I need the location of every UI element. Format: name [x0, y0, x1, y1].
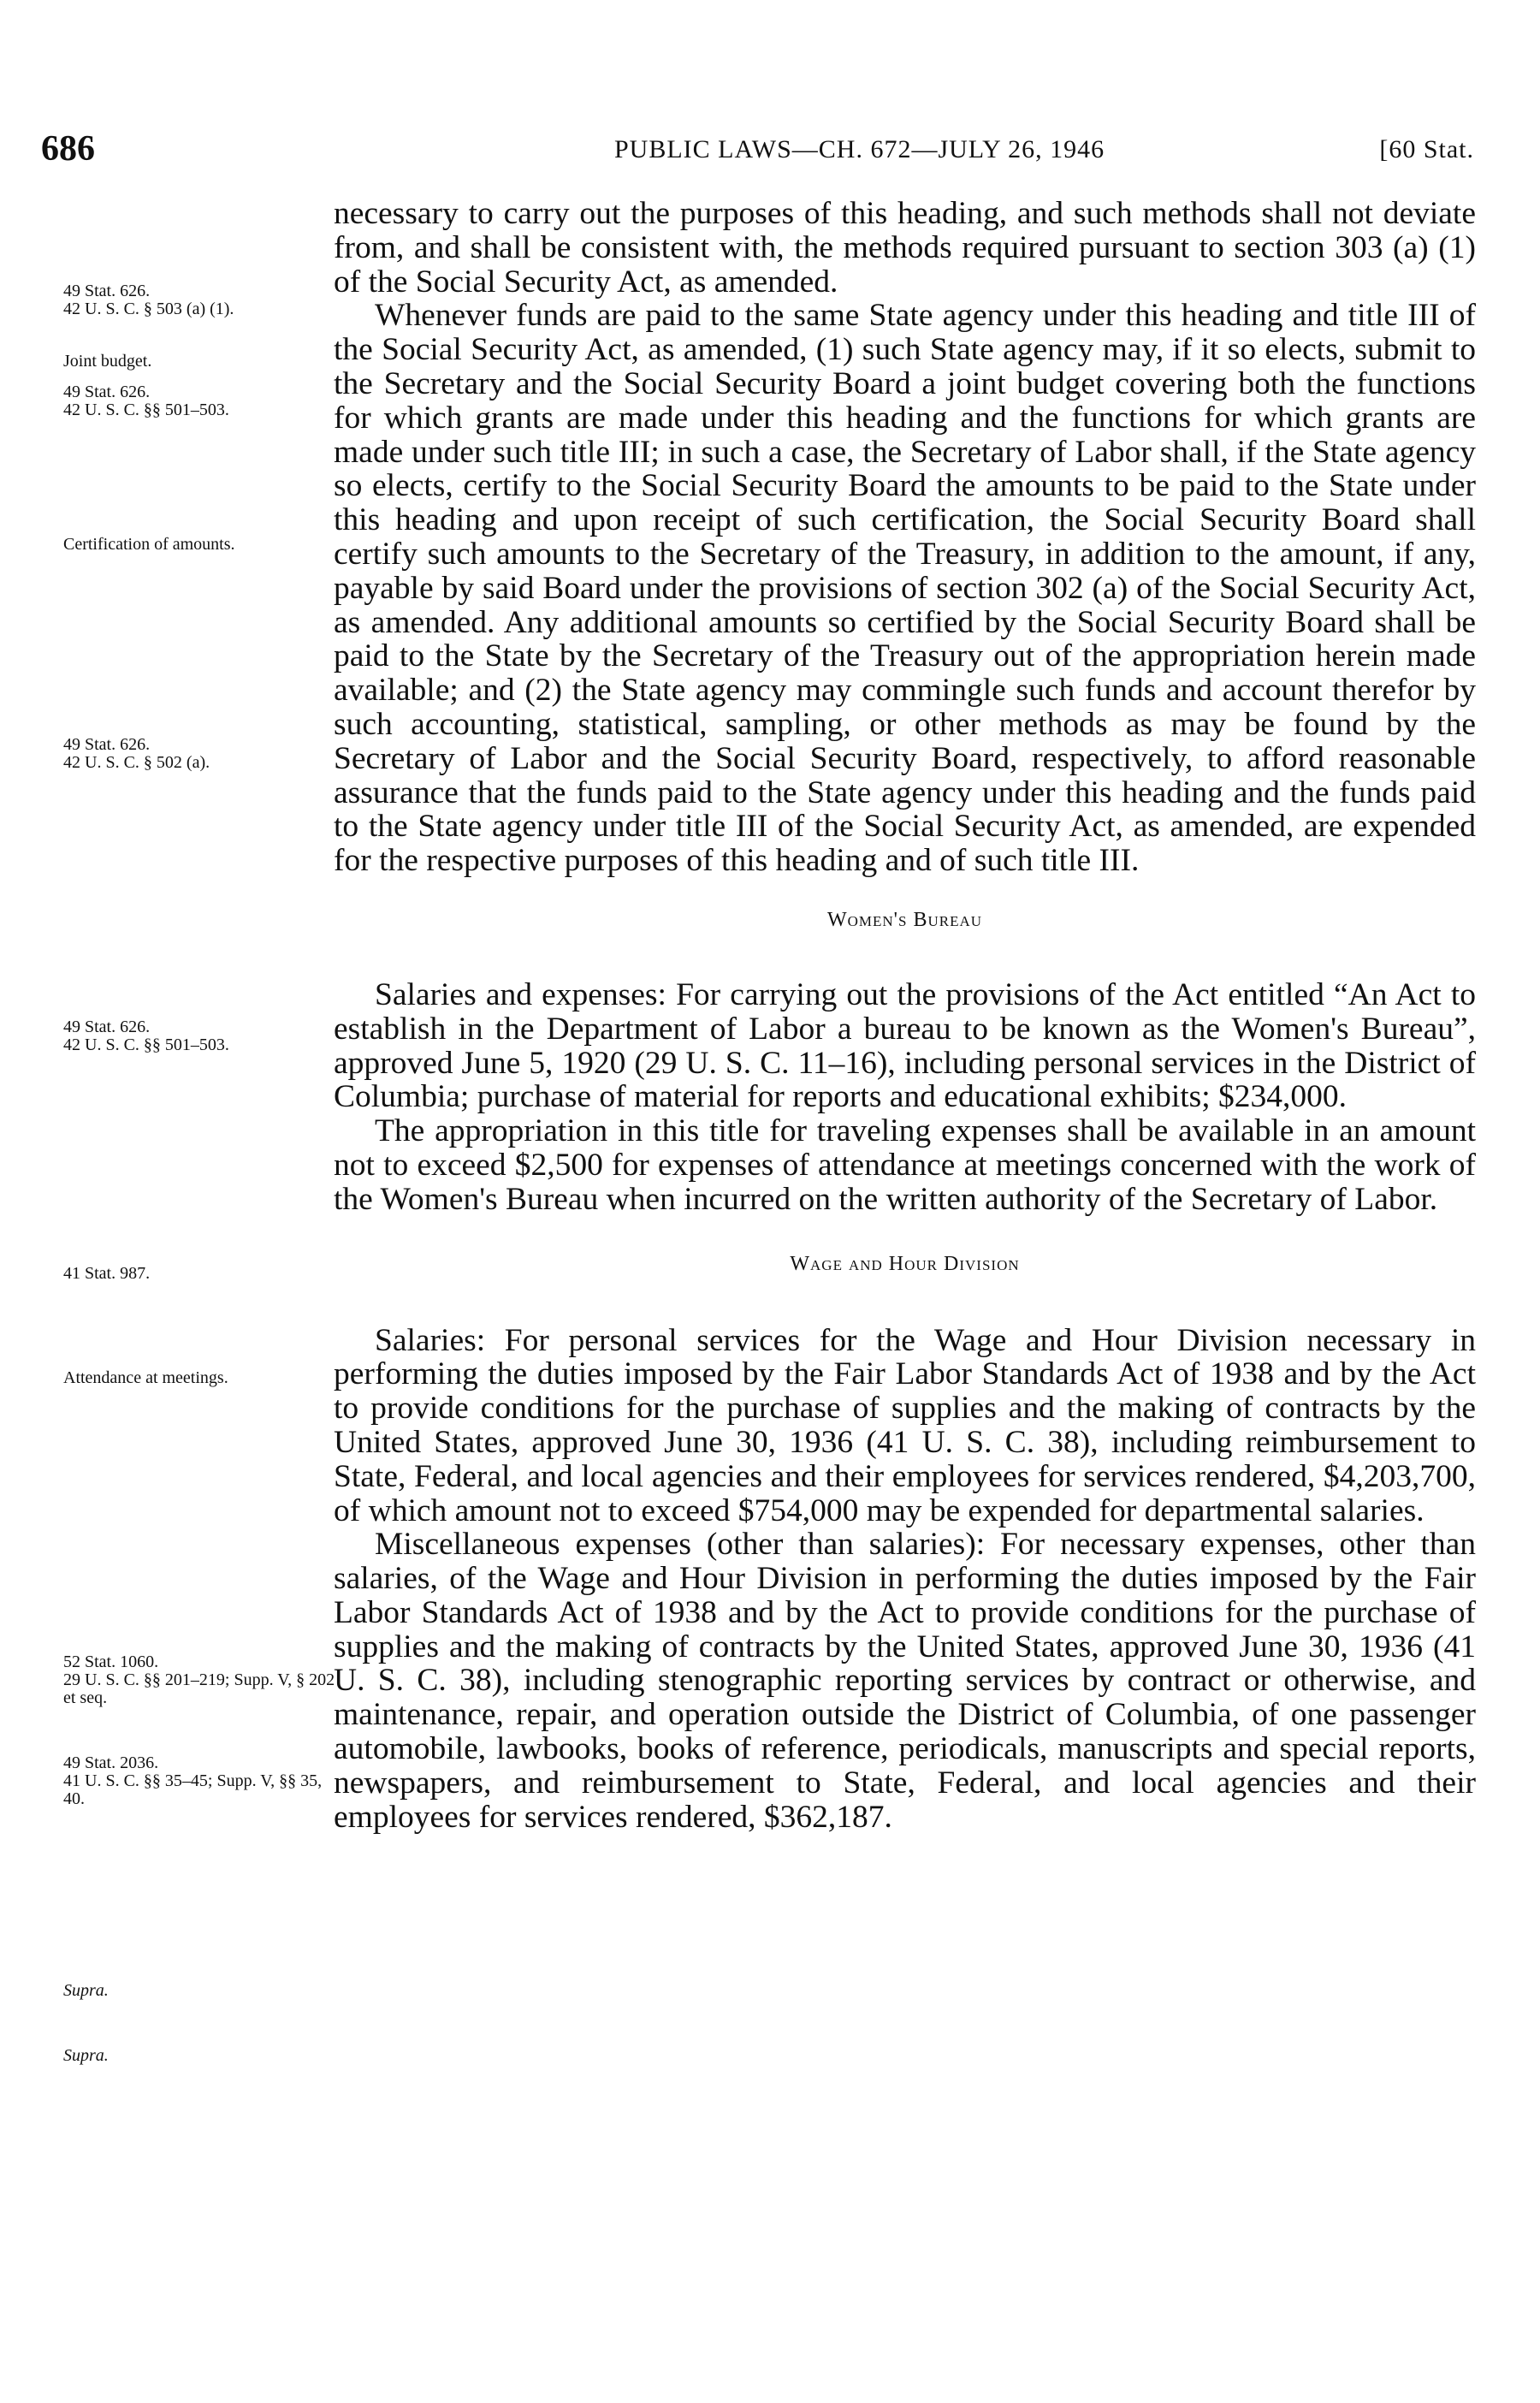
- womens-salaries-paragraph: Salaries and expenses: For carrying out the provisions of the Act entitled “An Act to establish in the Department of Labor a bureau to be known as the Women's Bureau”, approved June 5, 1920 (29 U. S. C. 11–16), including personal services in the District of Columbia; purchase of material for reports and educational exhibits; $234,000.: [334, 976, 1476, 1115]
- margin-note: Attendance at meetings.: [63, 1368, 228, 1387]
- margin-note: Certification of amounts.: [63, 535, 235, 554]
- margin-note: 41 Stat. 987.: [63, 1264, 151, 1283]
- margin-note: 49 Stat. 626. 42 U. S. C. §§ 501–503.: [63, 1018, 229, 1054]
- womens-travel-paragraph: The appropriation in this title for traveling expenses shall be available in an amount not to exceed $2,500 for expenses of attendance at meetings concerned with the work of the Women's Bureau when incurred on the written authority of the Secretary of Labor.: [334, 1113, 1476, 1217]
- margin-note: 49 Stat. 626. 42 U. S. C. § 503 (a) (1).: [63, 282, 234, 318]
- wage-misc-paragraph: Miscellaneous expenses (other than salaries): For necessary expenses, other than salaries, of the Wage and Hour Division in performing the duties imposed by the Fair Labor Standards Act of 1938 and by the Act to provide conditions for the purchase of supplies and the making of contracts by the United States, approved June 30, 1936 (41 U. S. C. 38), including stenographic reporting services by contract or otherwise, and maintenance, repair, and operation outside the District of Columbia, of one passenger automobile, lawbooks, books of reference, periodicals, manuscripts and special reports, newspapers, and reimbursement to State, Federal, and local agencies and their employees for services rendered, $362,187.: [334, 1527, 1476, 1835]
- margin-note: 49 Stat. 626. 42 U. S. C. §§ 501–503.: [63, 383, 229, 419]
- running-head: PUBLIC LAWS—CH. 672—JULY 26, 1946: [614, 135, 1105, 163]
- margin-note: 52 Stat. 1060. 29 U. S. C. §§ 201–219; Supp. V, § 202 et seq.: [63, 1652, 335, 1707]
- wage-hour-heading: Wage and Hour Division: [790, 1252, 1020, 1275]
- statute-reference: [60 Stat.: [1379, 135, 1474, 163]
- margin-note: Supra.: [63, 1981, 109, 2000]
- margin-note: Joint budget.: [63, 352, 152, 371]
- margin-note: Supra.: [63, 2046, 109, 2065]
- page-number: 686: [41, 129, 95, 169]
- womens-bureau-heading: Women's Bureau: [826, 908, 983, 931]
- wage-salaries-paragraph: Salaries: For personal services for the Wage and Hour Division necessary in performing the duties imposed by the Fair Labor Standards Act of 1938 and by the Act to provide conditions for the purchase of supplies and the making of contracts by the United States, approved June 30, 1936 (41 U. S. C. 38), including reimbursement to State, Federal, and local agencies and their employees for services rendered, $4,203,700, of which amount not to exceed $754,000 may be expended for departmental salaries.: [334, 1322, 1476, 1528]
- margin-note: 49 Stat. 2036. 41 U. S. C. §§ 35–45; Supp. V, §§ 35, 40.: [63, 1753, 323, 1808]
- margin-note: 49 Stat. 626. 42 U. S. C. § 502 (a).: [63, 735, 210, 772]
- continuation-paragraph: necessary to carry out the purposes of this heading, and such methods shall not deviate from, and shall be consistent with, the methods required pursuant to section 303 (a) (1) of the Social Security Act, as amended.: [334, 196, 1476, 300]
- margin-notes: [0, 0, 334, 2403]
- main-text: [334, 197, 1476, 1834]
- joint-budget-paragraph: Whenever funds are paid to the same State agency under this heading and title III of the Social Security Act, as amended, (1) such State agency may, if it so elects, submit to the Secretary and the Social Security Board a joint budget covering both the functions for which grants are made under this heading and the functions for which grants are made under such title III; in such a case, the Secretary of Labor shall, if the State agency so elects, certify to the Social Security Board the amounts to be paid to the State under this heading and upon receipt of such certification, the Social Security Board shall certify such amounts to the Secretary of the Treasury, in addition to the amount, if any, payable by said Board under the provisions of section 302 (a) of the Social Security Act, as amended. Any additional amounts so certified by the Social Security Board shall be paid to the State by the Secretary of the Treasury out of the appropriation herein made available; and (2) the State agency may commingle such funds and account therefor by such accounting, statistical, sampling, or other methods as may be found by the Secretary of Labor and the Social Security Board, respectively, to afford reasonable assurance that the funds paid to the State agency under this heading and the funds paid to the State agency under title III of the Social Security Act, as amended, are expended for the respective purposes of this heading and of such title III.: [334, 298, 1476, 879]
